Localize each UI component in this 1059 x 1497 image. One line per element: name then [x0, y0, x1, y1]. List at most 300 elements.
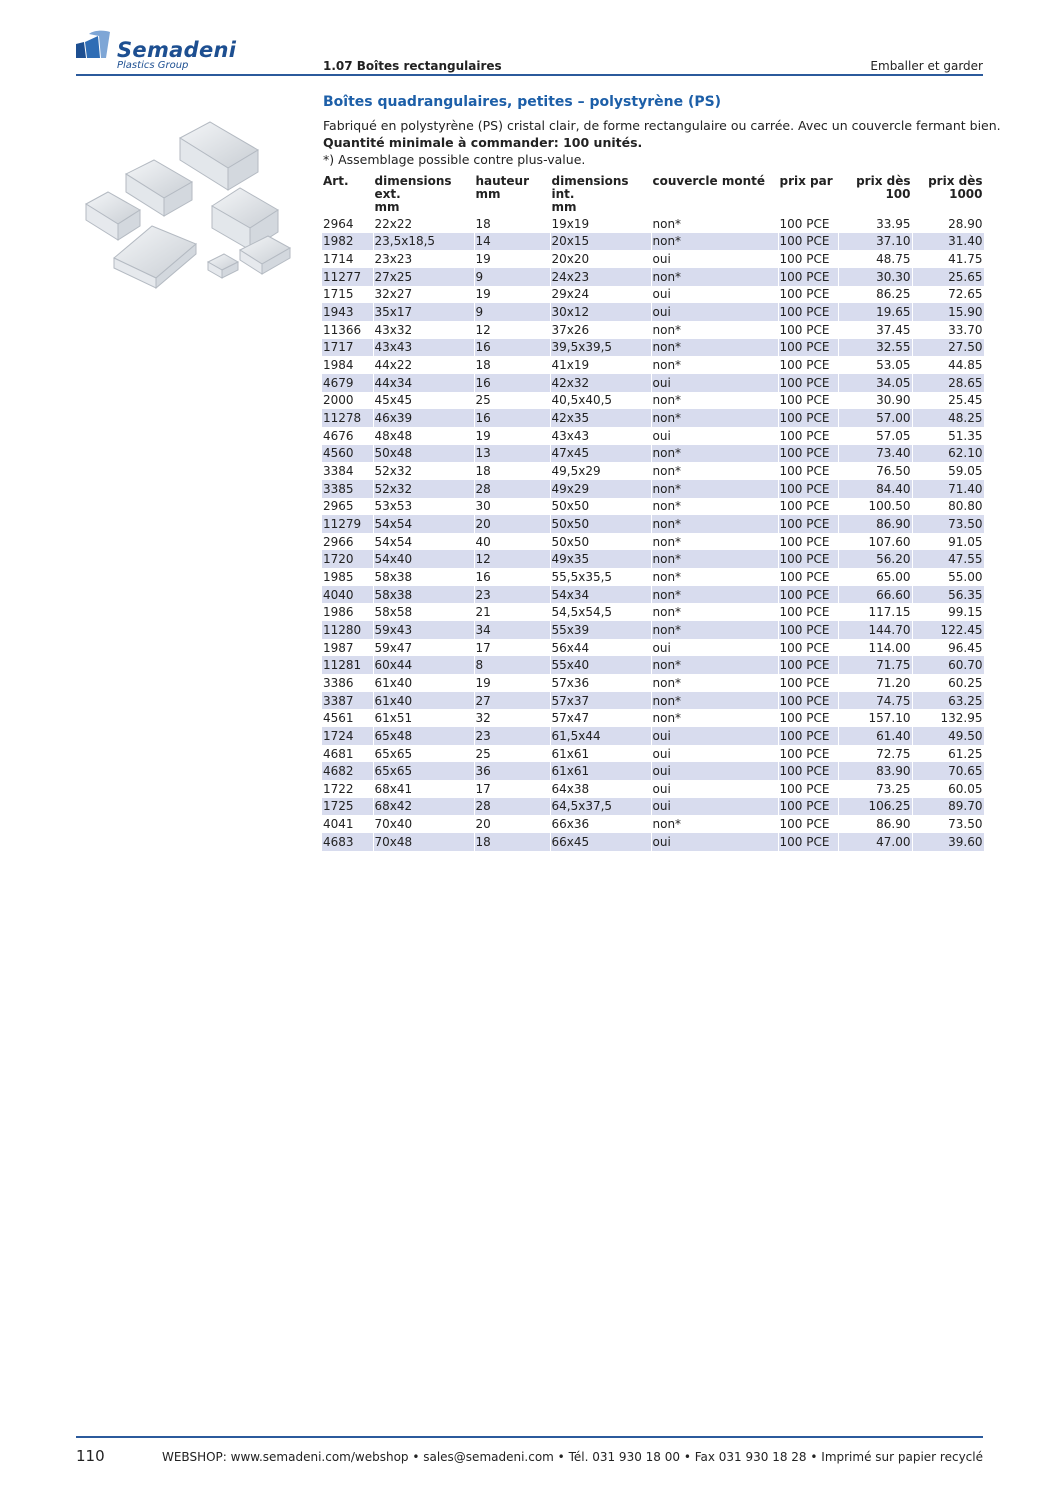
- table-cell: 21: [474, 603, 550, 621]
- table-cell: 32: [474, 709, 550, 727]
- table-cell: 62.10: [912, 445, 984, 463]
- table-row: [322, 815, 984, 833]
- table-cell: 100 PCE: [778, 603, 838, 621]
- table-cell: 48.25: [912, 409, 984, 427]
- table-cell: oui: [651, 639, 778, 657]
- table-cell: 52x32: [373, 462, 474, 480]
- table-cell: non*: [651, 268, 778, 286]
- table-cell: 23x23: [373, 250, 474, 268]
- table-cell: 29x24: [550, 286, 651, 304]
- table-cell: 73.25: [838, 780, 912, 798]
- table-cell: 64x38: [550, 780, 651, 798]
- page-number: 110: [76, 1447, 105, 1465]
- table-cell: 3387: [322, 692, 373, 710]
- table-cell: 32x27: [373, 286, 474, 304]
- table-cell: 40,5x40,5: [550, 392, 651, 410]
- table-cell: 1986: [322, 603, 373, 621]
- table-cell: 46x39: [373, 409, 474, 427]
- table-cell: 4561: [322, 709, 373, 727]
- table-cell: non*: [651, 498, 778, 516]
- table-cell: 11279: [322, 515, 373, 533]
- table-cell: 25.45: [912, 392, 984, 410]
- table-cell: 49,5x29: [550, 462, 651, 480]
- table-cell: non*: [651, 392, 778, 410]
- table-row: [322, 568, 984, 586]
- table-cell: 22x22: [373, 215, 474, 233]
- table-cell: 100 PCE: [778, 745, 838, 763]
- table-cell: 19: [474, 250, 550, 268]
- table-cell: 27.50: [912, 339, 984, 357]
- table-cell: oui: [651, 303, 778, 321]
- table-cell: 14: [474, 233, 550, 251]
- table-cell: 65x65: [373, 762, 474, 780]
- column-header: hauteur mm: [474, 175, 550, 215]
- table-cell: 100 PCE: [778, 409, 838, 427]
- table-row: [322, 709, 984, 727]
- table-cell: 23: [474, 586, 550, 604]
- table-cell: 34.05: [838, 374, 912, 392]
- table-cell: 24x23: [550, 268, 651, 286]
- category-title: Emballer et garder: [870, 59, 983, 73]
- table-cell: 1715: [322, 286, 373, 304]
- table-cell: 4676: [322, 427, 373, 445]
- table-cell: 57x36: [550, 674, 651, 692]
- table-cell: oui: [651, 780, 778, 798]
- table-cell: 37.45: [838, 321, 912, 339]
- table-cell: 157.10: [838, 709, 912, 727]
- table-cell: 1943: [322, 303, 373, 321]
- table-cell: 65x65: [373, 745, 474, 763]
- table-cell: non*: [651, 445, 778, 463]
- table-cell: 18: [474, 356, 550, 374]
- table-cell: non*: [651, 656, 778, 674]
- table-cell: non*: [651, 215, 778, 233]
- table-cell: 107.60: [838, 533, 912, 551]
- table-cell: 42x35: [550, 409, 651, 427]
- table-cell: 54x34: [550, 586, 651, 604]
- table-cell: 59.05: [912, 462, 984, 480]
- table-row: [322, 550, 984, 568]
- table-cell: 37x26: [550, 321, 651, 339]
- table-cell: 11280: [322, 621, 373, 639]
- table-cell: 4560: [322, 445, 373, 463]
- table-cell: 49.50: [912, 727, 984, 745]
- section-title: 1.07 Boîtes rectangulaires: [323, 59, 502, 73]
- table-row: [322, 215, 984, 233]
- table-cell: 25: [474, 392, 550, 410]
- table-cell: 100 PCE: [778, 586, 838, 604]
- table-cell: 1714: [322, 250, 373, 268]
- table-cell: 100 PCE: [778, 709, 838, 727]
- table-cell: 2964: [322, 215, 373, 233]
- table-cell: 20: [474, 515, 550, 533]
- table-cell: 4041: [322, 815, 373, 833]
- brand-logo: [76, 30, 256, 75]
- table-cell: non*: [651, 515, 778, 533]
- table-cell: 96.45: [912, 639, 984, 657]
- table-cell: 68x42: [373, 798, 474, 816]
- table-cell: oui: [651, 833, 778, 851]
- table-cell: 70.65: [912, 762, 984, 780]
- table-row: [322, 833, 984, 851]
- footer-divider: [76, 1436, 983, 1438]
- table-cell: non*: [651, 674, 778, 692]
- table-cell: non*: [651, 533, 778, 551]
- table-cell: 43x43: [550, 427, 651, 445]
- table-cell: 41.75: [912, 250, 984, 268]
- table-row: [322, 674, 984, 692]
- column-header: Art.: [322, 175, 373, 215]
- table-row: [322, 233, 984, 251]
- table-cell: 84.40: [838, 480, 912, 498]
- table-cell: 91.05: [912, 533, 984, 551]
- table-cell: 99.15: [912, 603, 984, 621]
- table-cell: 60.05: [912, 780, 984, 798]
- table-cell: 100 PCE: [778, 550, 838, 568]
- table-cell: 44.85: [912, 356, 984, 374]
- table-row: [322, 586, 984, 604]
- table-cell: 100 PCE: [778, 445, 838, 463]
- table-cell: 114.00: [838, 639, 912, 657]
- table-cell: 54x54: [373, 515, 474, 533]
- table-cell: 39.60: [912, 833, 984, 851]
- table-cell: 28: [474, 480, 550, 498]
- table-cell: 51.35: [912, 427, 984, 445]
- table-cell: 11281: [322, 656, 373, 674]
- table-row: [322, 462, 984, 480]
- product-description: Fabriqué en polystyrène (PS) cristal clair, de forme rectangulaire ou carrée. Avec un couvercle fermant bien.: [323, 118, 1001, 133]
- table-cell: 73.40: [838, 445, 912, 463]
- table-row: [322, 656, 984, 674]
- table-cell: 89.70: [912, 798, 984, 816]
- table-cell: 15.90: [912, 303, 984, 321]
- table-row: [322, 356, 984, 374]
- table-cell: 61.40: [838, 727, 912, 745]
- table-cell: 70x40: [373, 815, 474, 833]
- table-cell: oui: [651, 286, 778, 304]
- column-header: prix dès 1000: [912, 175, 984, 215]
- table-cell: 72.65: [912, 286, 984, 304]
- table-cell: 23: [474, 727, 550, 745]
- table-cell: 73.50: [912, 815, 984, 833]
- table-cell: 68x41: [373, 780, 474, 798]
- products-table: [322, 175, 985, 851]
- table-cell: 56x44: [550, 639, 651, 657]
- table-cell: 100 PCE: [778, 303, 838, 321]
- column-header: dimensions int. mm: [550, 175, 651, 215]
- table-cell: 19: [474, 674, 550, 692]
- table-cell: 25.65: [912, 268, 984, 286]
- table-cell: 86.90: [838, 815, 912, 833]
- table-cell: 39,5x39,5: [550, 339, 651, 357]
- table-cell: 32.55: [838, 339, 912, 357]
- table-cell: 66x36: [550, 815, 651, 833]
- brand-subtitle: Plastics Group: [117, 60, 189, 71]
- table-cell: 11366: [322, 321, 373, 339]
- table-cell: 1720: [322, 550, 373, 568]
- table-cell: 57.00: [838, 409, 912, 427]
- table-cell: 100 PCE: [778, 268, 838, 286]
- table-cell: 9: [474, 303, 550, 321]
- table-row: [322, 692, 984, 710]
- table-cell: 49x35: [550, 550, 651, 568]
- table-cell: 45x45: [373, 392, 474, 410]
- table-cell: 50x50: [550, 498, 651, 516]
- table-cell: 3385: [322, 480, 373, 498]
- table-cell: 100.50: [838, 498, 912, 516]
- table-cell: 100 PCE: [778, 621, 838, 639]
- table-row: [322, 427, 984, 445]
- table-cell: 30.90: [838, 392, 912, 410]
- table-header-row: [322, 175, 984, 215]
- table-cell: non*: [651, 709, 778, 727]
- table-cell: 20x20: [550, 250, 651, 268]
- table-cell: 65x48: [373, 727, 474, 745]
- table-cell: 18: [474, 215, 550, 233]
- table-cell: 100 PCE: [778, 727, 838, 745]
- table-cell: 55,5x35,5: [550, 568, 651, 586]
- table-row: [322, 603, 984, 621]
- table-cell: 61,5x44: [550, 727, 651, 745]
- table-cell: 48.75: [838, 250, 912, 268]
- table-cell: 122.45: [912, 621, 984, 639]
- column-header: prix dès 100: [838, 175, 912, 215]
- table-cell: 12: [474, 550, 550, 568]
- table-cell: 100 PCE: [778, 498, 838, 516]
- table-row: [322, 286, 984, 304]
- table-row: [322, 392, 984, 410]
- table-cell: 76.50: [838, 462, 912, 480]
- table-cell: 55x40: [550, 656, 651, 674]
- table-cell: 66.60: [838, 586, 912, 604]
- table-cell: 66x45: [550, 833, 651, 851]
- table-cell: non*: [651, 233, 778, 251]
- table-body: [322, 215, 984, 851]
- table-row: [322, 480, 984, 498]
- table-cell: 1982: [322, 233, 373, 251]
- table-cell: oui: [651, 374, 778, 392]
- table-cell: 28.90: [912, 215, 984, 233]
- table-cell: 80.80: [912, 498, 984, 516]
- table-cell: 4682: [322, 762, 373, 780]
- table-cell: 19: [474, 286, 550, 304]
- table-cell: 44x34: [373, 374, 474, 392]
- table-cell: 1722: [322, 780, 373, 798]
- table-cell: 30x12: [550, 303, 651, 321]
- table-cell: non*: [651, 321, 778, 339]
- table-cell: 100 PCE: [778, 656, 838, 674]
- table-cell: 144.70: [838, 621, 912, 639]
- table-cell: 1725: [322, 798, 373, 816]
- table-cell: 100 PCE: [778, 356, 838, 374]
- table-cell: non*: [651, 462, 778, 480]
- table-row: [322, 727, 984, 745]
- table-cell: 25: [474, 745, 550, 763]
- table-cell: 100 PCE: [778, 780, 838, 798]
- table-cell: 61x61: [550, 745, 651, 763]
- table-cell: 74.75: [838, 692, 912, 710]
- footer-contact: WEBSHOP: www.semadeni.com/webshop • sales@semadeni.com • Tél. 031 930 18 00 • Fax 031 930 18 28 • Imprimé sur papier recyclé: [161, 1450, 983, 1464]
- table-cell: 100 PCE: [778, 798, 838, 816]
- semadeni-logo-icon: [76, 30, 112, 60]
- table-cell: 20: [474, 815, 550, 833]
- table-cell: 86.25: [838, 286, 912, 304]
- table-cell: 2965: [322, 498, 373, 516]
- table-cell: 2966: [322, 533, 373, 551]
- table-cell: 65.00: [838, 568, 912, 586]
- table-cell: 27: [474, 692, 550, 710]
- table-cell: 30.30: [838, 268, 912, 286]
- table-cell: 132.95: [912, 709, 984, 727]
- table-cell: oui: [651, 762, 778, 780]
- column-header: prix par: [778, 175, 838, 215]
- table-cell: 73.50: [912, 515, 984, 533]
- table-row: [322, 498, 984, 516]
- table-cell: 4681: [322, 745, 373, 763]
- table-cell: 23,5x18,5: [373, 233, 474, 251]
- table-cell: 60.70: [912, 656, 984, 674]
- table-cell: 86.90: [838, 515, 912, 533]
- assembly-note: *) Assemblage possible contre plus-value.: [323, 152, 586, 167]
- table-cell: 3386: [322, 674, 373, 692]
- table-cell: 41x19: [550, 356, 651, 374]
- table-cell: 100 PCE: [778, 286, 838, 304]
- table-cell: 100 PCE: [778, 215, 838, 233]
- table-row: [322, 762, 984, 780]
- table-cell: 57x37: [550, 692, 651, 710]
- table-cell: 50x50: [550, 515, 651, 533]
- table-cell: 58x58: [373, 603, 474, 621]
- table-row: [322, 374, 984, 392]
- table-cell: 16: [474, 339, 550, 357]
- table-cell: 100 PCE: [778, 815, 838, 833]
- table-cell: 100 PCE: [778, 568, 838, 586]
- table-cell: 4679: [322, 374, 373, 392]
- table-cell: non*: [651, 692, 778, 710]
- table-cell: 36: [474, 762, 550, 780]
- table-cell: oui: [651, 727, 778, 745]
- table-cell: 100 PCE: [778, 533, 838, 551]
- table-cell: 100 PCE: [778, 639, 838, 657]
- table-cell: 54x40: [373, 550, 474, 568]
- table-cell: 50x48: [373, 445, 474, 463]
- product-photo: [80, 108, 298, 298]
- table-cell: 43x32: [373, 321, 474, 339]
- table-cell: 18: [474, 462, 550, 480]
- table-cell: 100 PCE: [778, 692, 838, 710]
- table-cell: 100 PCE: [778, 321, 838, 339]
- minimum-order: Quantité minimale à commander: 100 unités.: [323, 135, 643, 150]
- table-row: [322, 745, 984, 763]
- table-cell: 61x40: [373, 674, 474, 692]
- table-cell: 11277: [322, 268, 373, 286]
- table-cell: non*: [651, 568, 778, 586]
- table-row: [322, 621, 984, 639]
- table-cell: 56.35: [912, 586, 984, 604]
- table-cell: 42x32: [550, 374, 651, 392]
- table-cell: 19x19: [550, 215, 651, 233]
- table-cell: 3384: [322, 462, 373, 480]
- table-cell: 100 PCE: [778, 250, 838, 268]
- table-cell: 83.90: [838, 762, 912, 780]
- table-row: [322, 303, 984, 321]
- table-cell: 100 PCE: [778, 833, 838, 851]
- table-cell: 70x48: [373, 833, 474, 851]
- table-cell: 34: [474, 621, 550, 639]
- table-cell: 44x22: [373, 356, 474, 374]
- table-cell: 2000: [322, 392, 373, 410]
- table-row: [322, 445, 984, 463]
- table-cell: non*: [651, 409, 778, 427]
- table-cell: 43x43: [373, 339, 474, 357]
- table-cell: 1985: [322, 568, 373, 586]
- table-cell: 52x32: [373, 480, 474, 498]
- table-cell: 1724: [322, 727, 373, 745]
- table-cell: 100 PCE: [778, 374, 838, 392]
- table-cell: 47.00: [838, 833, 912, 851]
- table-cell: 30: [474, 498, 550, 516]
- table-cell: 61x51: [373, 709, 474, 727]
- table-cell: 54x54: [373, 533, 474, 551]
- table-cell: 100 PCE: [778, 392, 838, 410]
- table-cell: 100 PCE: [778, 762, 838, 780]
- table-row: [322, 533, 984, 551]
- table-cell: 60.25: [912, 674, 984, 692]
- table-cell: 100 PCE: [778, 462, 838, 480]
- table-cell: 1987: [322, 639, 373, 657]
- brand-name: Semadeni: [117, 38, 237, 62]
- table-cell: 58x38: [373, 568, 474, 586]
- table-cell: 100 PCE: [778, 233, 838, 251]
- table-cell: 100 PCE: [778, 339, 838, 357]
- table-cell: 71.75: [838, 656, 912, 674]
- table-cell: 59x43: [373, 621, 474, 639]
- column-header: couvercle monté: [651, 175, 778, 215]
- table-cell: non*: [651, 815, 778, 833]
- table-cell: 72.75: [838, 745, 912, 763]
- table-cell: non*: [651, 339, 778, 357]
- table-row: [322, 268, 984, 286]
- table-row: [322, 409, 984, 427]
- table-cell: 57.05: [838, 427, 912, 445]
- column-header: dimensions ext. mm: [373, 175, 474, 215]
- table-cell: 59x47: [373, 639, 474, 657]
- table-cell: 19: [474, 427, 550, 445]
- table-cell: 31.40: [912, 233, 984, 251]
- table-cell: oui: [651, 798, 778, 816]
- table-cell: 28.65: [912, 374, 984, 392]
- table-cell: 100 PCE: [778, 427, 838, 445]
- table-cell: 100 PCE: [778, 480, 838, 498]
- table-cell: 28: [474, 798, 550, 816]
- table-cell: 54,5x54,5: [550, 603, 651, 621]
- table-row: [322, 639, 984, 657]
- table-cell: 17: [474, 780, 550, 798]
- table-cell: 60x44: [373, 656, 474, 674]
- table-cell: 106.25: [838, 798, 912, 816]
- table-cell: 100 PCE: [778, 515, 838, 533]
- table-cell: 9: [474, 268, 550, 286]
- product-description-block: [323, 117, 1001, 168]
- table-cell: 61x61: [550, 762, 651, 780]
- table-cell: 64,5x37,5: [550, 798, 651, 816]
- table-cell: 58x38: [373, 586, 474, 604]
- table-cell: 57x47: [550, 709, 651, 727]
- table-row: [322, 515, 984, 533]
- table-row: [322, 780, 984, 798]
- table-cell: 55.00: [912, 568, 984, 586]
- table-cell: 11278: [322, 409, 373, 427]
